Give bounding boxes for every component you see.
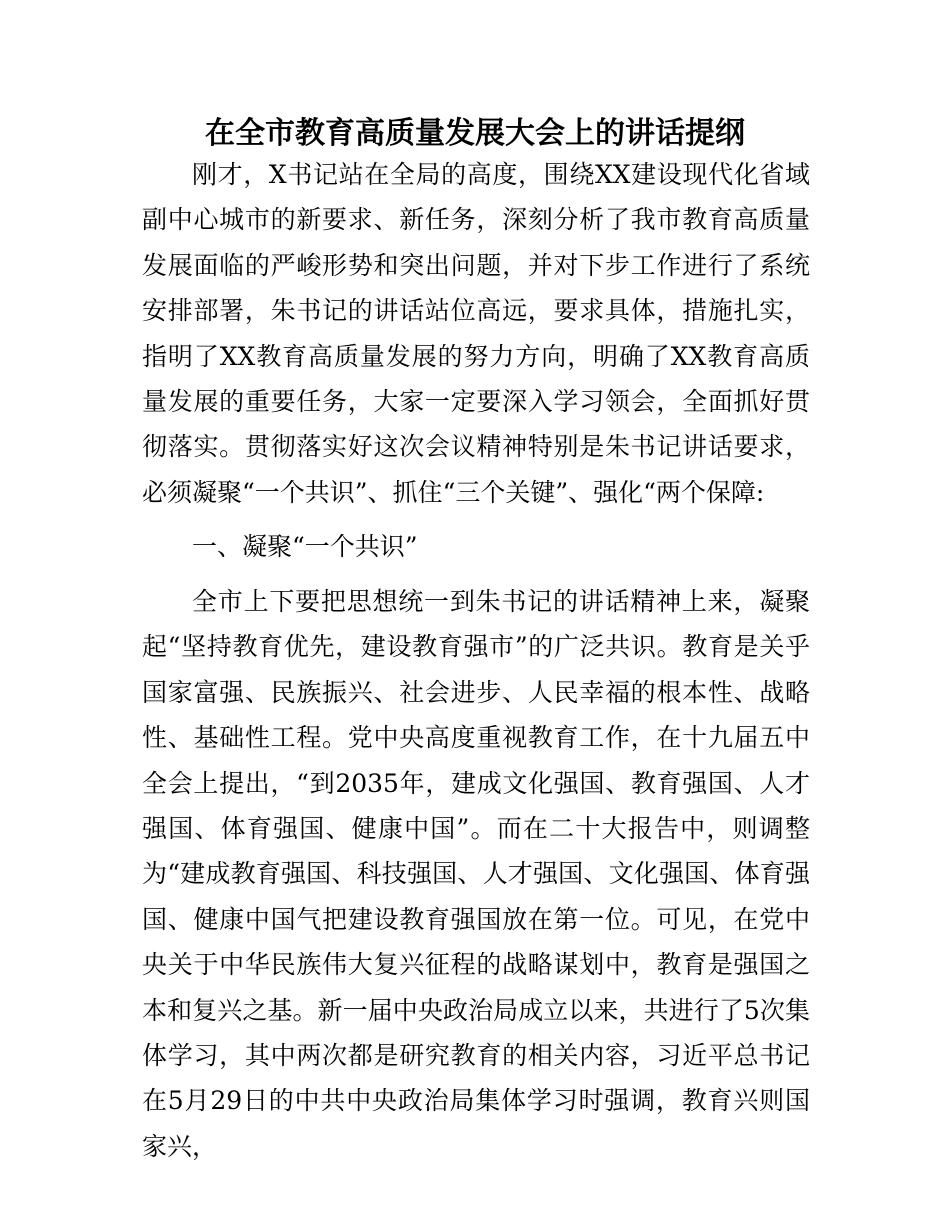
document-title: 在全市教育高质量发展大会上的讲话提纲 bbox=[205, 116, 745, 151]
paragraph-2: 全市上下要把思想统一到朱书记的讲话精神上来，凝聚起“坚持教育优先，建设教育强市”的广泛共识。教育是关乎国家富强、民族振兴、社会进步、人民幸福的根本性、战略性、基础性工程。党中央高度重视教育工作，在十九届五中全会上提出，“到2035年，建成文化强国、教育强国、人才强国、体育强国、健康中国”。而在二十大报告中，则调整为“建成教育强国、科技强国、人才强国、文化强国、体育强国、健康中国气把建设教育强国放在第一位。可见，在党中央关于中华民族伟大复兴征程的战略谋划中，教育是强国之本和复兴之基。新一届中央政治局成立以来，共进行了5次集体学习，其中两次都是研究教育的相关内容，习近平总书记在5月29日的中共中央政治局集体学习时强调，教育兴则国家兴， bbox=[142, 587, 810, 1161]
heading-consensus: 一、凝聚“一个共识” bbox=[192, 532, 418, 561]
section-1-body bbox=[142, 579, 810, 1169]
intro-paragraph bbox=[142, 152, 810, 515]
paragraph-1: 刚才，X书记站在全局的高度，围绕XX建设现代化省域副中心城市的新要求、新任务，深刻分析了我市教育高质量发展面临的严峻形势和突出问题，并对下步工作进行了系统安排部署，朱书记的讲话站位高远，要求具体，措施扎实，指明了XX教育高质量发展的努力方向，明确了XX教育高质量发展的重要任务，大家一定要深入学习领会，全面抓好贯彻落实。贯彻落实好这次会议精神特别是朱书记讲话要求，必须凝聚“一个共识”、抓住“三个关键”、强化“两个保障: bbox=[142, 160, 810, 507]
section-heading-1 bbox=[142, 524, 810, 569]
